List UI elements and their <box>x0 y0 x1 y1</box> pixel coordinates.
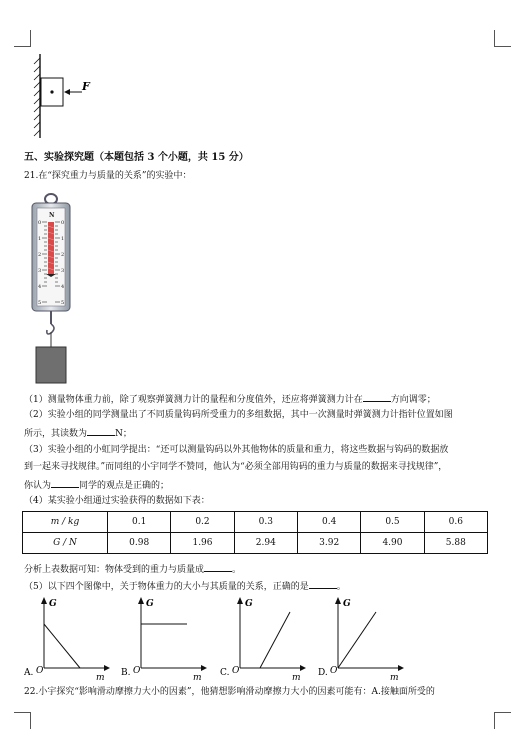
section-title: 五、实验探究题（本题包括 3 个小题，共 15 分） <box>24 152 249 163</box>
graph-b-option-label: B. <box>121 668 131 678</box>
scale-tick-3: 3 <box>38 268 42 274</box>
svg-text:0: 0 <box>61 220 65 226</box>
graph-option-d[interactable] <box>318 594 408 680</box>
q21-part5: （5）以下四个图像中，关于物体重力的大小与其质量的关系，正确的是 。 <box>24 579 346 593</box>
table-cell: 0.98 <box>108 533 171 554</box>
spring-indicator <box>48 222 54 274</box>
scale-tick-2: 2 <box>38 252 42 258</box>
table-cell: 0.1 <box>108 512 171 533</box>
data-table <box>22 511 488 554</box>
table-cell: 0.4 <box>297 512 360 533</box>
q21-part3-line3: 你认为 同学的观点是正确的； <box>24 478 169 492</box>
graph-option-b[interactable] <box>121 594 211 680</box>
graph-a-line <box>44 624 80 668</box>
scale-tick-1: 1 <box>38 236 42 242</box>
graph-d-xlabel: m <box>390 673 399 680</box>
table-cell: 0.3 <box>234 512 297 533</box>
svg-text:1: 1 <box>61 236 65 242</box>
blank-5[interactable] <box>309 579 337 589</box>
svg-text:5: 5 <box>61 300 65 306</box>
table-cell: 0.6 <box>424 512 487 533</box>
blank-2[interactable] <box>87 426 115 436</box>
q21-part3-line2: 到一起来寻找规律。”而同组的小宇同学不赞同，他认为“必须全部用钩码的重力与质量的数据来寻找规律”， <box>24 462 448 472</box>
q21-analysis: 分析上表数据可知：物体受到的重力与质量成 。 <box>24 562 241 576</box>
blank-1[interactable] <box>363 392 391 402</box>
table-cell: 4.90 <box>361 533 424 554</box>
table-header-mass: m / kg <box>23 512 108 533</box>
graph-c-line <box>260 612 290 668</box>
scale-tick-4: 4 <box>38 284 42 290</box>
corner-mark-top-left <box>14 30 31 47</box>
graph-d-line <box>338 612 376 668</box>
graph-d-option-label: D. <box>318 668 328 678</box>
graph-c-origin: O <box>232 666 240 676</box>
graph-d-origin: O <box>330 666 338 676</box>
graph-b-ylabel: G <box>146 599 154 609</box>
table-cell: 0.5 <box>361 512 424 533</box>
graph-option-c[interactable] <box>220 594 310 680</box>
q21-part4: （4）某实验小组通过实验获得的数据如下表： <box>24 496 210 506</box>
q21-part2-line2: 所示，其读数为 N； <box>24 426 132 440</box>
graph-c-ylabel: G <box>245 599 253 609</box>
table-header-gravity: G / N <box>23 533 108 554</box>
question-22-intro: 22.小宇探究“影响滑动摩擦力大小的因素”，他猜想影响滑动摩擦力大小的因素可能有：A.接触面所受的 <box>24 687 435 697</box>
table-row <box>23 533 488 554</box>
block-center-dot <box>50 90 53 93</box>
blank-4[interactable] <box>204 562 232 572</box>
q21-part1: （1）测量物体重力前，除了观察弹簧测力计的量程和分度值外，还应将弹簧测力计在 方向调零； <box>24 392 436 406</box>
graph-option-a[interactable] <box>24 594 114 680</box>
graph-c-xlabel: m <box>292 673 301 680</box>
graph-d-ylabel: G <box>343 599 351 609</box>
svg-text:4: 4 <box>61 284 65 290</box>
blank-3[interactable] <box>51 478 79 488</box>
question-21-intro: 21.在“探究重力与质量的关系”的实验中： <box>24 171 192 181</box>
graph-b-xlabel: m <box>193 673 202 680</box>
scale-tick-0: 0 <box>38 220 42 226</box>
graph-a-xlabel: m <box>96 673 105 680</box>
table-cell: 3.92 <box>297 533 360 554</box>
svg-text:2: 2 <box>61 252 65 258</box>
corner-mark-bottom-left <box>14 712 31 729</box>
spring-scale-figure <box>22 192 80 388</box>
graph-a-option-label: A. <box>24 668 34 678</box>
table-cell: 5.88 <box>424 533 487 554</box>
hanging-weight <box>36 347 66 383</box>
wall-block-figure <box>24 50 104 142</box>
table-row <box>23 512 488 533</box>
graph-b-origin: O <box>133 666 141 676</box>
graph-c-option-label: C. <box>220 668 230 678</box>
force-label: F <box>82 80 90 93</box>
corner-mark-bottom-right <box>494 712 511 729</box>
table-cell: 1.96 <box>171 533 234 554</box>
corner-mark-top-right <box>494 30 511 47</box>
q21-part3-line1: （3）实验小组的小虹同学提出：“还可以测量钩码以外其他物体的质量和重力，将这些数据与钩码的数据放 <box>24 445 449 455</box>
graph-a-ylabel: G <box>49 599 57 609</box>
table-cell: 2.94 <box>234 533 297 554</box>
table-cell: 0.2 <box>171 512 234 533</box>
scale-unit-label: N <box>49 212 55 219</box>
graph-a-origin: O <box>36 666 44 676</box>
scale-tick-5: 5 <box>38 300 42 306</box>
svg-text:3: 3 <box>61 268 65 274</box>
q21-part2-line1: （2）实验小组的同学测量出了不同质量钩码所受重力的多组数据，其中一次测量时弹簧测力计指针位置如图 <box>24 410 453 420</box>
